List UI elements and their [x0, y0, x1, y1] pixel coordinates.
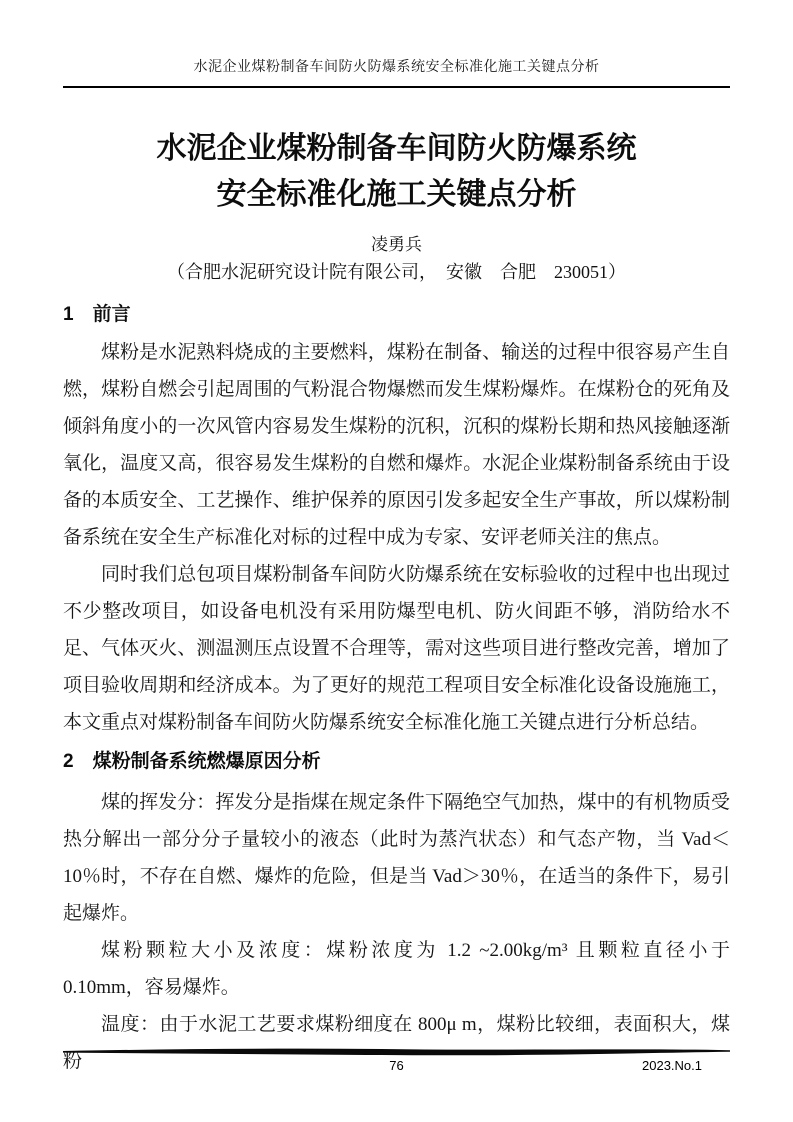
article-title-line-2: 安全标准化施工关键点分析 — [216, 178, 577, 211]
section-1-paragraph-2: 同时我们总包项目煤粉制备车间防火防爆系统在安标验收的过程中也出现过不少整改项目，如设备电机没有采用防爆型电机、防火间距不够，消防给水不足、气体灭火、测温测压点设置不合理等，需对这些项目进行整改完善，增加了项目验收周期和经济成本。为了更好的规范工程项目安全标准化设备设施施工，本文重点对煤粉制备车间防火防爆系统安全标准化施工关键点进行分析总结。 — [63, 564, 730, 733]
issue-label: 2023.No.1 — [642, 1058, 702, 1073]
footer-text-row — [63, 1058, 730, 1076]
running-head-title: 水泥企业煤粉制备车间防火防爆系统安全标准化施工关键点分析 — [193, 60, 600, 75]
header-rule — [63, 86, 730, 88]
article-title — [63, 126, 730, 218]
section-1-heading: 1 前言 — [63, 304, 131, 325]
section-1-paragraph-1: 煤粉是水泥熟料烧成的主要燃料，煤粉在制备、输送的过程中很容易产生自燃，煤粉自燃会引起周围的气粉混合物爆燃而发生煤粉爆炸。在煤粉仓的死角及倾斜角度小的一次风管内容易发生煤粉的沉积，沉积的煤粉长期和热风接触逐渐氧化，温度又高，很容易发生煤粉的自燃和爆炸。水泥企业煤粉制备系统由于设备的本质安全、工艺操作、维护保养的原因引发多起安全生产事故，所以煤粉制备系统在安全生产标准化对标的过程中成为专家、安评老师关注的焦点。 — [63, 342, 730, 548]
section-2-paragraph-2: 煤粉颗粒大小及浓度：煤粉浓度为 1.2 ~2.00kg/m³ 且颗粒直径小于 0.10mm，容易爆炸。 — [63, 940, 730, 998]
page-content — [63, 0, 730, 1080]
author-affiliation: （合肥水泥研究设计院有限公司， 安徽 合肥 230051） — [167, 262, 626, 282]
author-name: 凌勇兵 — [371, 235, 422, 254]
section-2-paragraph-1: 煤的挥发分：挥发分是指煤在规定条件下隔绝空气加热，煤中的有机物质受热分解出一部分分子量较小的液态（此时为蒸汽状态）和气态产物，当 Vad＜10％时，不存在自燃、爆炸的危险，但是当 Vad＞30％，在适当的条件下，易引起爆炸。 — [63, 792, 730, 924]
section-2-paragraph-3: 温度：由于水泥工艺要求煤粉细度在 800μ m，煤粉比较细，表面积大，煤粉 — [63, 1014, 730, 1072]
section-2-heading: 2 煤粉制备系统燃爆原因分析 — [63, 751, 321, 772]
page-number: 76 — [389, 1058, 404, 1073]
footer-rule — [63, 1046, 730, 1058]
article-title-line-1: 水泥企业煤粉制备车间防火防爆系统 — [156, 132, 637, 165]
page-footer — [63, 1046, 730, 1076]
